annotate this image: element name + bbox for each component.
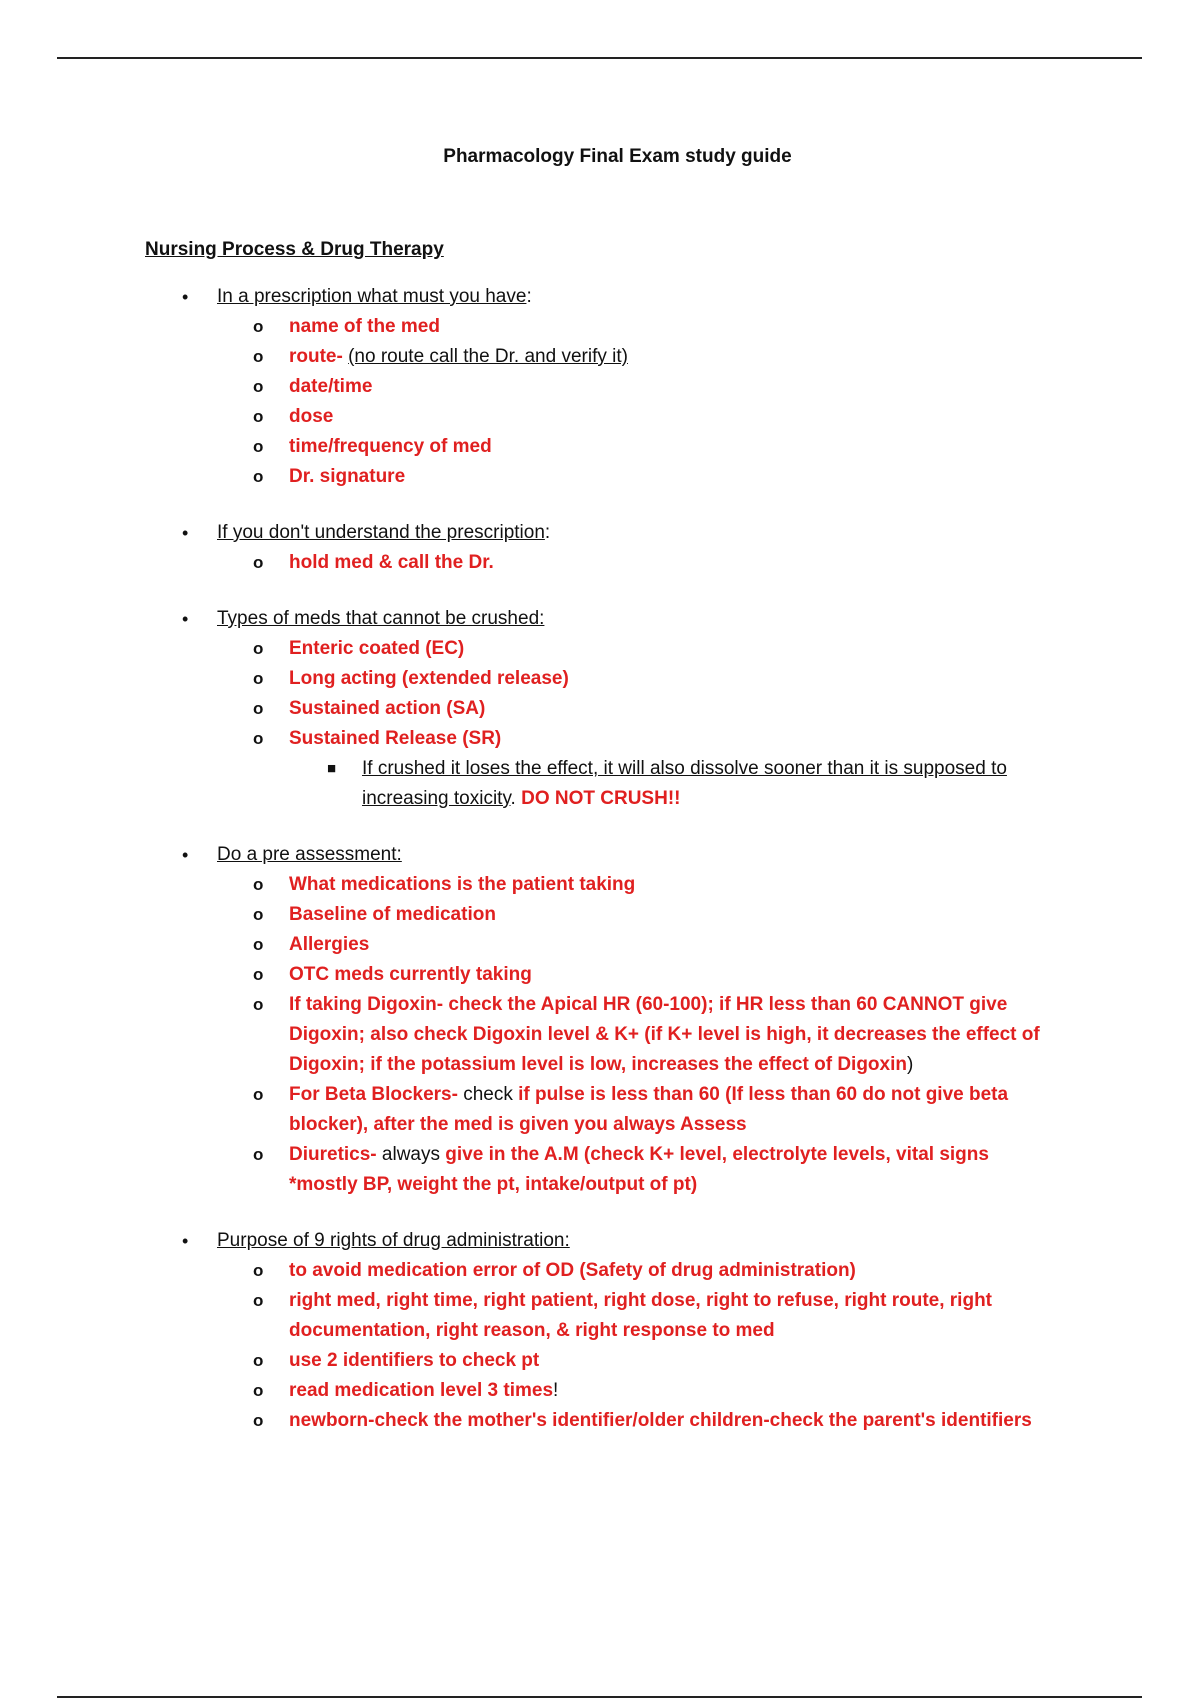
list-item: o Long acting (extended release) bbox=[0, 664, 1200, 694]
circle-bullet-icon: o bbox=[253, 347, 264, 366]
question-block-prescription bbox=[0, 282, 1200, 492]
list-item: o newborn-check the mother's identifier/older children-check the parent's identifiers bbox=[0, 1406, 1200, 1436]
list-item: o Dr. signature bbox=[0, 462, 1200, 492]
question-preassessment: • Do a pre assessment: bbox=[0, 840, 1200, 870]
circle-bullet-icon: o bbox=[253, 467, 264, 486]
question-block-nine-rights bbox=[0, 1226, 1200, 1436]
circle-bullet-icon: o bbox=[253, 437, 264, 456]
circle-bullet-icon: o bbox=[253, 905, 264, 924]
question-block-preassessment bbox=[0, 840, 1200, 1200]
list-item: o hold med & call the Dr. bbox=[0, 548, 1200, 578]
circle-bullet-icon: o bbox=[253, 1145, 264, 1164]
list-item: o use 2 identifiers to check pt bbox=[0, 1346, 1200, 1376]
circle-bullet-icon: o bbox=[253, 729, 264, 748]
top-rule bbox=[57, 57, 1142, 59]
circle-bullet-icon: o bbox=[253, 317, 264, 336]
circle-bullet-icon: o bbox=[253, 1085, 264, 1104]
bottom-rule bbox=[57, 1696, 1142, 1698]
list-item: o route- (no route call the Dr. and verify it) bbox=[0, 342, 1200, 372]
list-item: o Enteric coated (EC) bbox=[0, 634, 1200, 664]
question-crush: • Types of meds that cannot be crushed: bbox=[0, 604, 1200, 634]
list-item: o Sustained Release (SR) bbox=[0, 724, 1200, 754]
list-item: o Baseline of medication bbox=[0, 900, 1200, 930]
list-item: o Sustained action (SA) bbox=[0, 694, 1200, 724]
bullet-icon: • bbox=[182, 609, 189, 629]
list-item: o time/frequency of med bbox=[0, 432, 1200, 462]
question-prescription: • In a prescription what must you have: bbox=[0, 282, 1200, 312]
list-item: o Diuretics- always give in the A.M (check K+ level, electrolyte levels, vital signs *mostly BP, weight the pt, intake/output of pt) bbox=[0, 1140, 1200, 1200]
bullet-icon: • bbox=[182, 287, 189, 307]
square-bullet-icon: ■ bbox=[327, 760, 337, 777]
list-item: o to avoid medication error of OD (Safety of drug administration) bbox=[0, 1256, 1200, 1286]
question-block-crush bbox=[0, 604, 1200, 814]
list-item: o If taking Digoxin- check the Apical HR (60-100); if HR less than 60 CANNOT give Digoxin; also check Digoxin level & K+ (if K+ level is high, it decreases the effect of Digoxin; if the potassium level is low, increases the effect of Digoxin) bbox=[0, 990, 1200, 1080]
circle-bullet-icon: o bbox=[253, 1291, 264, 1310]
circle-bullet-icon: o bbox=[253, 699, 264, 718]
circle-bullet-icon: o bbox=[253, 553, 264, 572]
circle-bullet-icon: o bbox=[253, 1351, 264, 1370]
circle-bullet-icon: o bbox=[253, 639, 264, 658]
list-item: o read medication level 3 times! bbox=[0, 1376, 1200, 1406]
circle-bullet-icon: o bbox=[253, 407, 264, 426]
list-item: o name of the med bbox=[0, 312, 1200, 342]
question-understand: • If you don't understand the prescription: bbox=[0, 518, 1200, 548]
circle-bullet-icon: o bbox=[253, 1381, 264, 1400]
circle-bullet-icon: o bbox=[253, 935, 264, 954]
circle-bullet-icon: o bbox=[253, 995, 264, 1014]
circle-bullet-icon: o bbox=[253, 669, 264, 688]
question-nine-rights: • Purpose of 9 rights of drug administration: bbox=[0, 1226, 1200, 1256]
list-item: o date/time bbox=[0, 372, 1200, 402]
document-body bbox=[0, 282, 1200, 1462]
bullet-icon: • bbox=[182, 523, 189, 543]
bullet-icon: • bbox=[182, 1231, 189, 1251]
question-block-understand bbox=[0, 518, 1200, 578]
circle-bullet-icon: o bbox=[253, 377, 264, 396]
bullet-icon: • bbox=[182, 845, 189, 865]
list-item: o dose bbox=[0, 402, 1200, 432]
circle-bullet-icon: o bbox=[253, 965, 264, 984]
list-item: o Allergies bbox=[0, 930, 1200, 960]
nested-list-item: ■ If crushed it loses the effect, it will also dissolve sooner than it is supposed to increasing toxicity. DO NOT CRUSH!! bbox=[0, 754, 1200, 814]
document-title: Pharmacology Final Exam study guide bbox=[443, 146, 792, 167]
circle-bullet-icon: o bbox=[253, 1411, 264, 1430]
list-item: o For Beta Blockers- check if pulse is less than 60 (If less than 60 do not give beta blocker), after the med is given you always Assess bbox=[0, 1080, 1200, 1140]
section-heading: Nursing Process & Drug Therapy bbox=[145, 239, 444, 260]
list-item: o OTC meds currently taking bbox=[0, 960, 1200, 990]
list-item: o right med, right time, right patient, right dose, right to refuse, right route, right documentation, right reason, & right response to med bbox=[0, 1286, 1200, 1346]
circle-bullet-icon: o bbox=[253, 1261, 264, 1280]
list-item: o What medications is the patient taking bbox=[0, 870, 1200, 900]
circle-bullet-icon: o bbox=[253, 875, 264, 894]
